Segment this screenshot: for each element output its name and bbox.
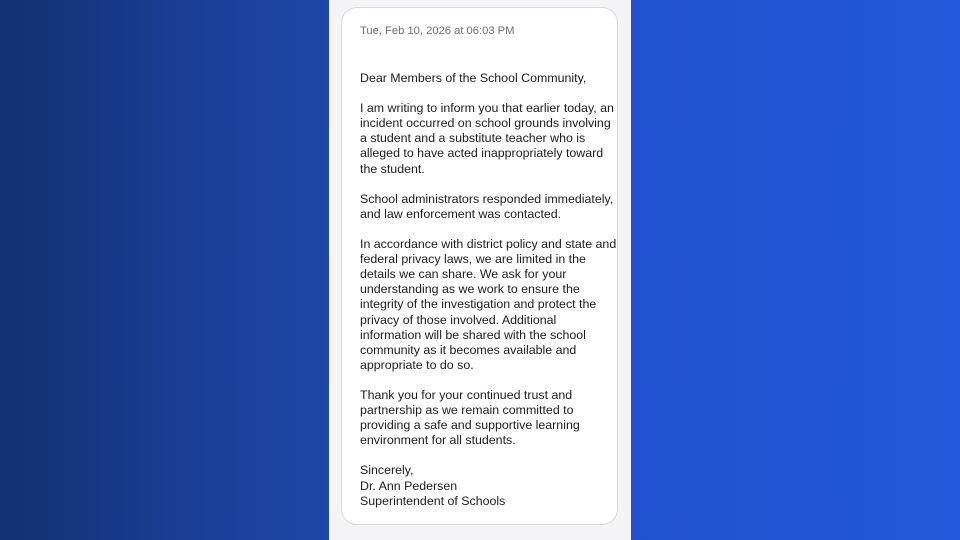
message-line: providing a safe and supportive learning bbox=[360, 418, 580, 433]
message-body bbox=[360, 71, 617, 509]
message-line: privacy of those involved. Additional bbox=[360, 312, 557, 327]
message-line: information will be shared with the school bbox=[360, 327, 586, 342]
background-left bbox=[0, 0, 329, 540]
message-line: and law enforcement was contacted. bbox=[360, 206, 562, 221]
message-timestamp: Tue, Feb 10, 2026 at 06:03 PM bbox=[360, 25, 515, 37]
message-line: federal privacy laws, we are limited in the bbox=[360, 252, 586, 267]
message-line: appropriate to do so. bbox=[360, 357, 474, 372]
message-line: In accordance with district policy and state and bbox=[360, 237, 617, 252]
message-line: a student and a substitute teacher who is bbox=[360, 131, 586, 146]
message-line: community as it becomes available and bbox=[360, 342, 577, 357]
message-closing: Sincerely, bbox=[360, 463, 414, 478]
signer-name: Dr. Ann Pedersen bbox=[360, 478, 458, 493]
message-line: partnership as we remain committed to bbox=[360, 403, 574, 418]
signer-title: Superintendent of Schools bbox=[360, 493, 506, 508]
message-greeting: Dear Members of the School Community, bbox=[360, 71, 587, 85]
message-line: the student. bbox=[360, 161, 425, 176]
message-line: incident occurred on school grounds involving bbox=[360, 116, 611, 131]
message-line: environment for all students. bbox=[360, 433, 516, 448]
message-line: understanding as we work to ensure the bbox=[360, 282, 580, 297]
background-right bbox=[631, 0, 960, 540]
message-line: School administrators responded immediately, bbox=[360, 191, 614, 206]
message-line: alleged to have acted inappropriately toward bbox=[360, 146, 604, 161]
message-line: I am writing to inform you that earlier today, an bbox=[360, 101, 614, 116]
phone-screen bbox=[329, 0, 631, 540]
message-line: details we can share. We ask for your bbox=[360, 267, 567, 282]
message-line: integrity of the investigation and protect the bbox=[360, 297, 597, 312]
message-line: Thank you for your continued trust and bbox=[360, 387, 573, 402]
message-card bbox=[341, 7, 618, 525]
